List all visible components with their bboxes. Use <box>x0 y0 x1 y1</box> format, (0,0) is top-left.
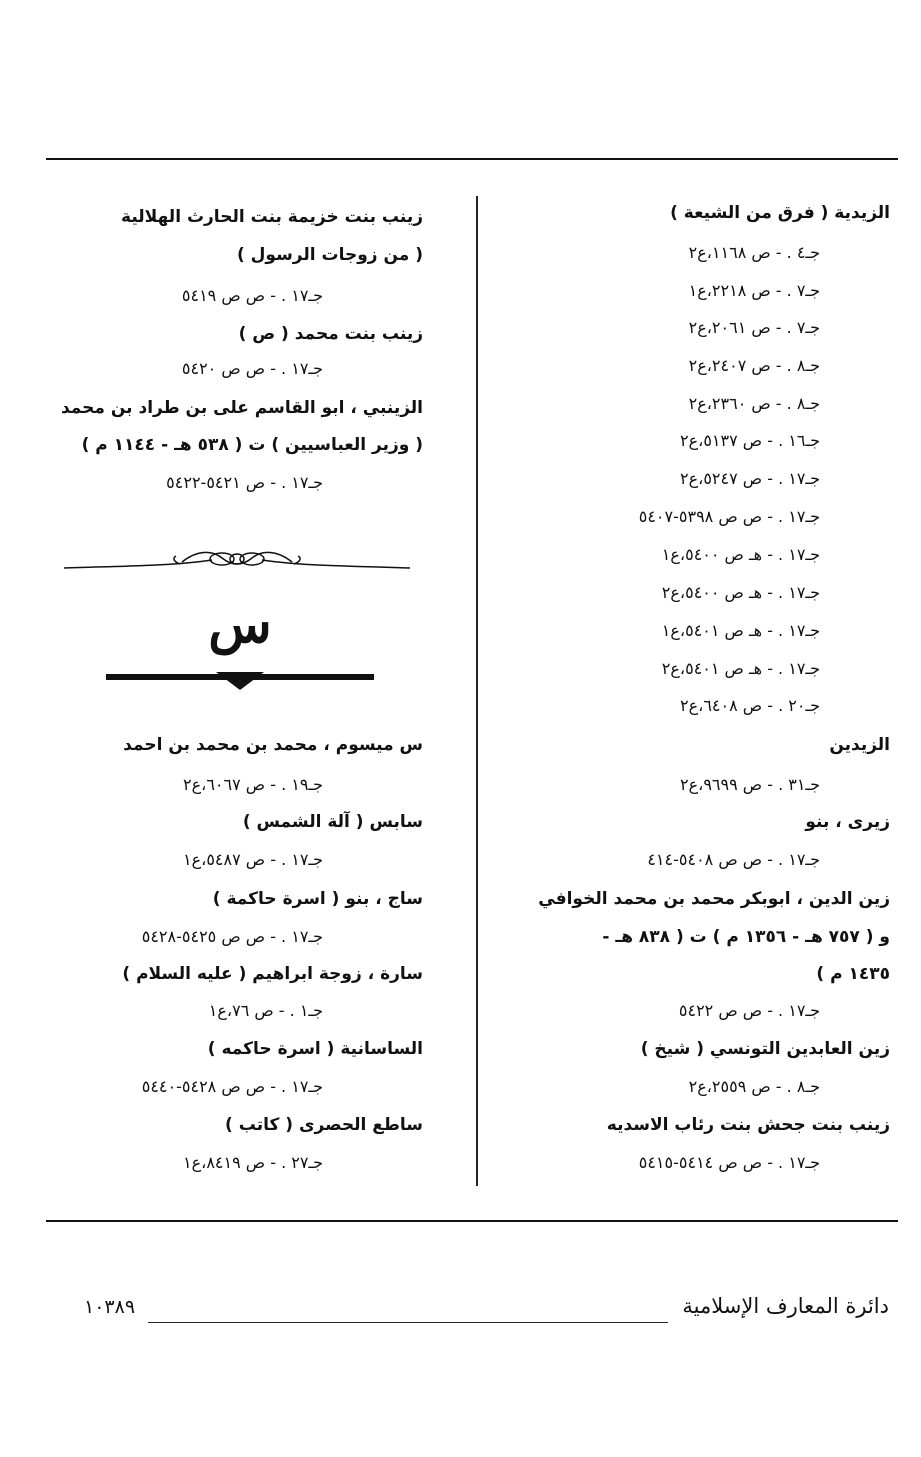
section-letter: س <box>208 594 272 655</box>
index-reference: جـ١٧ . - ص ص ٥٤٢٢ <box>678 1001 820 1020</box>
index-reference: جـ١٧ . - ص ص ٥٤٢٥-٥٤٢٨ <box>141 927 323 946</box>
index-entry-heading: زينب بنت محمد ( ص ) <box>238 324 423 344</box>
index-reference: جـ٧ . - ص ٢٠٦١،ع٢ <box>688 318 820 337</box>
page-number: ١٠٣٨٩ <box>84 1296 136 1318</box>
index-reference: جـ١٧ . - ص ص ٥٤٢٨-٥٤٤٠ <box>141 1077 323 1096</box>
bottom-rule <box>46 1220 898 1222</box>
footer-leader-line <box>148 1322 668 1323</box>
index-reference: جـ٣١ . - ص ٩٦٩٩،ع٢ <box>680 775 820 794</box>
index-entry-heading: زينب بنت جحش بنت رئاب الاسديه <box>606 1115 890 1135</box>
index-entry-heading: الزيدين <box>829 735 890 755</box>
index-reference: جـ١٩ . - ص ٦٠٦٧،ع٢ <box>183 775 323 794</box>
index-entry-heading: ساج ، بنو ( اسرة حاكمة ) <box>212 889 423 909</box>
section-letter-pointer <box>216 672 264 690</box>
index-reference: جـ٧ . - ص ٢٢١٨،ع١ <box>688 281 820 300</box>
index-reference: جـ١ . - ص ٧٦،ع١ <box>208 1001 323 1020</box>
index-reference: جـ١٧ . - ص ص ٥٤١٩ <box>181 286 323 305</box>
index-reference: جـ٨ . - ص ٢٤٠٧،ع٢ <box>688 356 820 375</box>
index-reference: جـ١٧ . - ص ٥٢٤٧،ع٢ <box>680 469 820 488</box>
index-entry-heading: زينب بنت خزيمة بنت الحارث الهلالية <box>121 207 423 227</box>
top-rule <box>46 158 898 160</box>
index-reference: جـ١٧ . - هـ ص ٥٤٠٠،ع١ <box>661 545 820 564</box>
index-reference: جـ١٧ . - هـ ص ٥٤٠١،ع١ <box>661 621 820 640</box>
index-entry-heading: سابس ( آلة الشمس ) <box>242 812 423 832</box>
index-reference: جـ١٧ . - ص ص ٥٤٠٨-٤١٤ <box>647 850 820 869</box>
index-reference: جـ١٧ . - ص ٥٤٢١-٥٤٢٢ <box>166 473 323 492</box>
index-entry-heading: الساسانية ( اسرة حاكمه ) <box>207 1039 423 1059</box>
index-entry-heading: ( وزير العباسيين ) ت ( ٥٣٨ هـ - ١١٤٤ م ) <box>81 435 423 455</box>
index-reference: جـ١٧ . - ص ٥٤٨٧،ع١ <box>183 850 323 869</box>
index-reference: جـ٨ . - ص ٢٥٥٩،ع٢ <box>688 1077 820 1096</box>
index-reference: جـ٢٧ . - ص ٨٤١٩،ع١ <box>183 1153 323 1172</box>
index-entry-heading: و ( ٧٥٧ هـ - ١٣٥٦ م ) ت ( ٨٣٨ هـ - <box>602 927 890 947</box>
index-reference: جـ١٦ . - ص ٥١٣٧،ع٢ <box>680 431 820 450</box>
index-entry-heading: ساطع الحصرى ( كاتب ) <box>225 1115 423 1135</box>
index-entry-heading: سارة ، زوجة ابراهيم ( عليه السلام ) <box>122 964 423 984</box>
index-entry-heading: زين الدين ، ابوبكر محمد بن محمد الخوافي <box>538 889 890 909</box>
index-reference: جـ١٧ . - هـ ص ٥٤٠١،ع٢ <box>661 659 820 678</box>
ornament-divider <box>62 540 412 580</box>
index-reference: جـ٢٠ . - ص ٦٤٠٨،ع٢ <box>680 696 820 715</box>
index-reference: جـ٤ . - ص ١١٦٨،ع٢ <box>688 243 820 262</box>
index-entry-heading: ( من زوجات الرسول ) <box>236 245 423 265</box>
index-reference: جـ١٧ . - ص ص ٥٤٢٠ <box>181 359 323 378</box>
index-reference: جـ٨ . - ص ٢٣٦٠،ع٢ <box>688 394 820 413</box>
index-reference: جـ١٧ . - هـ ص ٥٤٠٠،ع٢ <box>661 583 820 602</box>
index-entry-heading: زيرى ، بنو <box>805 812 890 832</box>
column-divider <box>476 196 478 1186</box>
index-entry-heading: الزينبي ، ابو القاسم على بن طراد بن محمد <box>60 398 423 418</box>
index-reference: جـ١٧ . - ص ص ٥٤١٤-٥٤١٥ <box>638 1153 820 1172</box>
index-entry-heading: س ميسوم ، محمد بن محمد بن احمد <box>123 735 423 755</box>
index-entry-heading: الزيدية ( فرق من الشيعة ) <box>670 203 890 223</box>
index-entry-heading: ١٤٣٥ م ) <box>816 964 890 984</box>
index-entry-heading: زين العابدين التونسي ( شيخ ) <box>640 1039 890 1059</box>
index-reference: جـ١٧ . - ص ص ٥٣٩٨-٥٤٠٧ <box>638 507 820 526</box>
footer-title: دائرة المعارف الإسلامية <box>682 1294 889 1318</box>
